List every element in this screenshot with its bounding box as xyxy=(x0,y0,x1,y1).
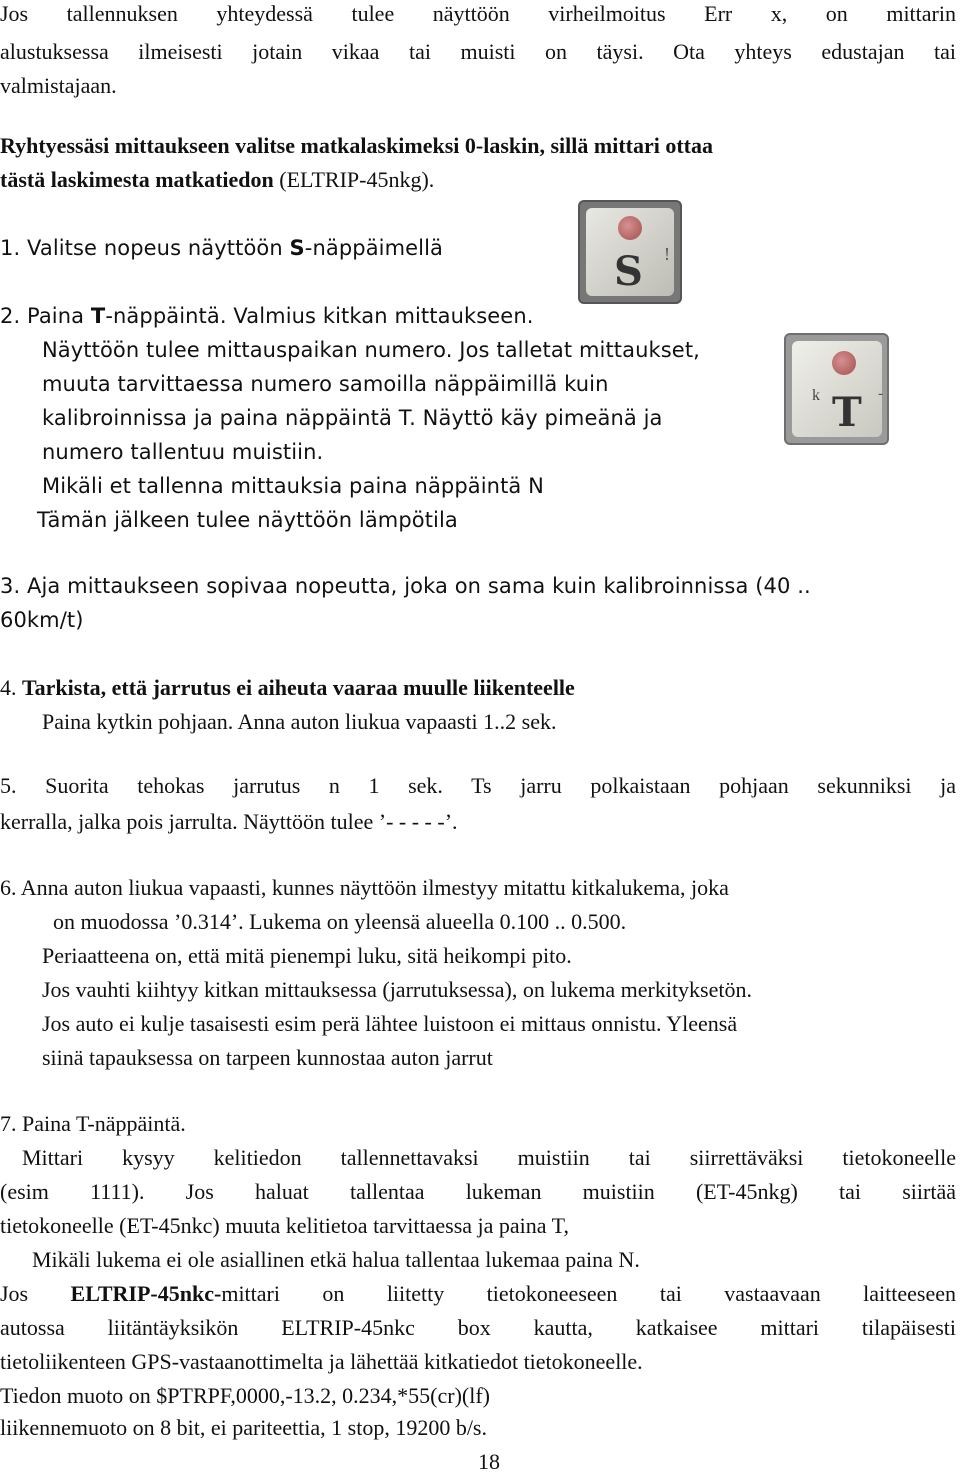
step7-line-2: Mittari kysyy kelitiedon tallennettavaksi muistiin tai siirrettäväksi tietokoneelle xyxy=(22,1145,956,1170)
step1-post: -näppäimellä xyxy=(304,236,444,260)
step2-key: T xyxy=(90,304,106,328)
step2-line-4: kalibroinnissa ja paina näppäintä T. Näyttö käy pimeänä ja xyxy=(42,406,663,430)
s-key-image xyxy=(578,200,682,304)
step2-line-3: muuta tarvittaessa numero samoilla näppäimillä kuin xyxy=(42,372,609,396)
step2-line-7: Tämän jälkeen tulee näyttöön lämpötila xyxy=(37,508,458,532)
step4-num: 4. xyxy=(0,675,22,700)
step7-line-1: 7. Paina T-näppäintä. xyxy=(0,1111,186,1136)
step2-line-1 xyxy=(0,302,534,330)
step4-warning: Tarkista, että jarrutus ei aiheuta vaaraa muulle liikenteelle xyxy=(22,675,575,700)
setup-model: (ELTRIP-45nkg). xyxy=(273,167,435,192)
step6-line-5: Jos auto ei kulje tasaisesti esim perä lähtee luistoon ei mittaus onnistu. Yleensä xyxy=(42,1011,738,1036)
step1-pre: 1. Valitse nopeus näyttöön xyxy=(0,236,290,260)
step6-line-2: on muodossa ’0.314’. Lukema on yleensä alueella 0.100 .. 0.500. xyxy=(53,909,627,934)
step7-device: ELTRIP-45nkc- xyxy=(70,1281,222,1306)
step7-line-3: (esim 1111). Jos haluat tallentaa lukeman muistiin (ET-45nkg) tai siirtää xyxy=(0,1179,956,1204)
step7-l6c: mittari on liitetty tietokoneeseen tai vastaavaan laitteeseen xyxy=(221,1281,956,1306)
t-key-mark: - xyxy=(878,385,884,402)
step1-line xyxy=(0,234,443,262)
intro-line-2: alustuksessa ilmeisesti jotain vikaa tai muisti on täysi. Ota yhteys edustajan tai xyxy=(0,39,956,64)
step6-line-3: Periaatteena on, että mitä pienempi luku, sitä heikompi pito. xyxy=(42,943,572,968)
step7-line-8: tietoliikenteen GPS-vastaanottimelta ja lähettää kitkatiedot tietokoneelle. xyxy=(0,1349,643,1374)
step7-l6a: Jos xyxy=(0,1281,71,1306)
step4-line-1 xyxy=(0,674,575,702)
step2-pre: 2. Paina xyxy=(0,304,91,328)
step2-line-2 xyxy=(42,336,700,364)
step2-line-6: Mikäli et tallenna mittauksia paina näppäintä N xyxy=(42,474,544,498)
setup-line-2 xyxy=(0,166,434,194)
step5-line-1: 5. Suorita tehokas jarrutus n 1 sek. Ts jarru polkaistaan pohjaan sekunniksi ja xyxy=(0,773,956,798)
setup-bold-1: Ryhtyessäsi mittaukseen valitse matkalaskimeksi 0-laskin, sillä mittari ottaa xyxy=(0,133,714,158)
t-key-letter: T xyxy=(832,389,862,436)
t-key-k: k xyxy=(812,387,820,404)
led-icon xyxy=(832,351,856,375)
t-key-image xyxy=(784,333,889,445)
step5-line-2: kerralla, jalka pois jarrulta. Näyttöön tulee ’- - - - -’. xyxy=(0,809,458,834)
step7-line-5: Mikäli lukema ei ole asiallinen etkä halua tallentaa lukemaa paina N. xyxy=(32,1247,640,1272)
step1-key: S xyxy=(289,236,305,260)
step2-l2: Näyttöön tulee mittauspaikan numero. xyxy=(42,338,453,362)
t-key-face xyxy=(792,341,882,437)
step4-line-2: Paina kytkin pohjaan. Anna auton liukua vapaasti 1..2 sek. xyxy=(42,709,557,734)
step3-line-2: 60km/t) xyxy=(0,608,84,632)
step2-l2b: Jos talletat mittaukset, xyxy=(452,338,700,362)
step7-line-9: Tiedon muoto on $PTRPF,0000,-13.2, 0.234,*55(cr)(lf) xyxy=(0,1383,490,1408)
intro-line-3: valmistajaan. xyxy=(0,73,117,98)
step6-line-1: 6. Anna auton liukua vapaasti, kunnes näyttöön ilmestyy mitattu kitkalukema, joka xyxy=(0,875,729,900)
led-icon xyxy=(618,216,642,240)
setup-line-1 xyxy=(0,132,713,160)
s-key-mark: ! xyxy=(664,244,670,264)
step7-line-4: tietokoneelle (ET-45nkc) muuta kelitietoa tarvittaessa ja paina T, xyxy=(0,1213,569,1238)
intro-line-1: Jos tallennuksen yhteydessä tulee näyttöön virheilmoitus Err x, on mittarin xyxy=(0,1,956,26)
step6-line-4: Jos vauhti kiihtyy kitkan mittauksessa (jarrutuksessa), on lukema merkityksetön. xyxy=(42,977,752,1002)
step6-line-6: siinä tapauksessa on tarpeen kunnostaa auton jarrut xyxy=(42,1045,493,1070)
step2-line-5: numero tallentuu muistiin. xyxy=(42,440,324,464)
step7-line-6 xyxy=(0,1280,956,1308)
step7-line-10: liikennemuoto on 8 bit, ei pariteettia, 1 stop, 19200 b/s. xyxy=(0,1415,487,1440)
s-key-letter: S xyxy=(614,248,643,295)
step2-post: -näppäintä. Valmius kitkan mittaukseen. xyxy=(105,304,534,328)
page-number: 18 xyxy=(478,1449,500,1474)
step3-line-1: 3. Aja mittaukseen sopivaa nopeutta, joka on sama kuin kalibroinnissa (40 .. xyxy=(0,574,811,598)
setup-bold-2: tästä laskimesta matkatiedon xyxy=(0,167,274,192)
step7-line-7: autossa liitäntäyksikön ELTRIP-45nkc box kautta, katkaisee mittari tilapäisesti xyxy=(0,1315,956,1340)
s-key-face xyxy=(586,208,674,296)
